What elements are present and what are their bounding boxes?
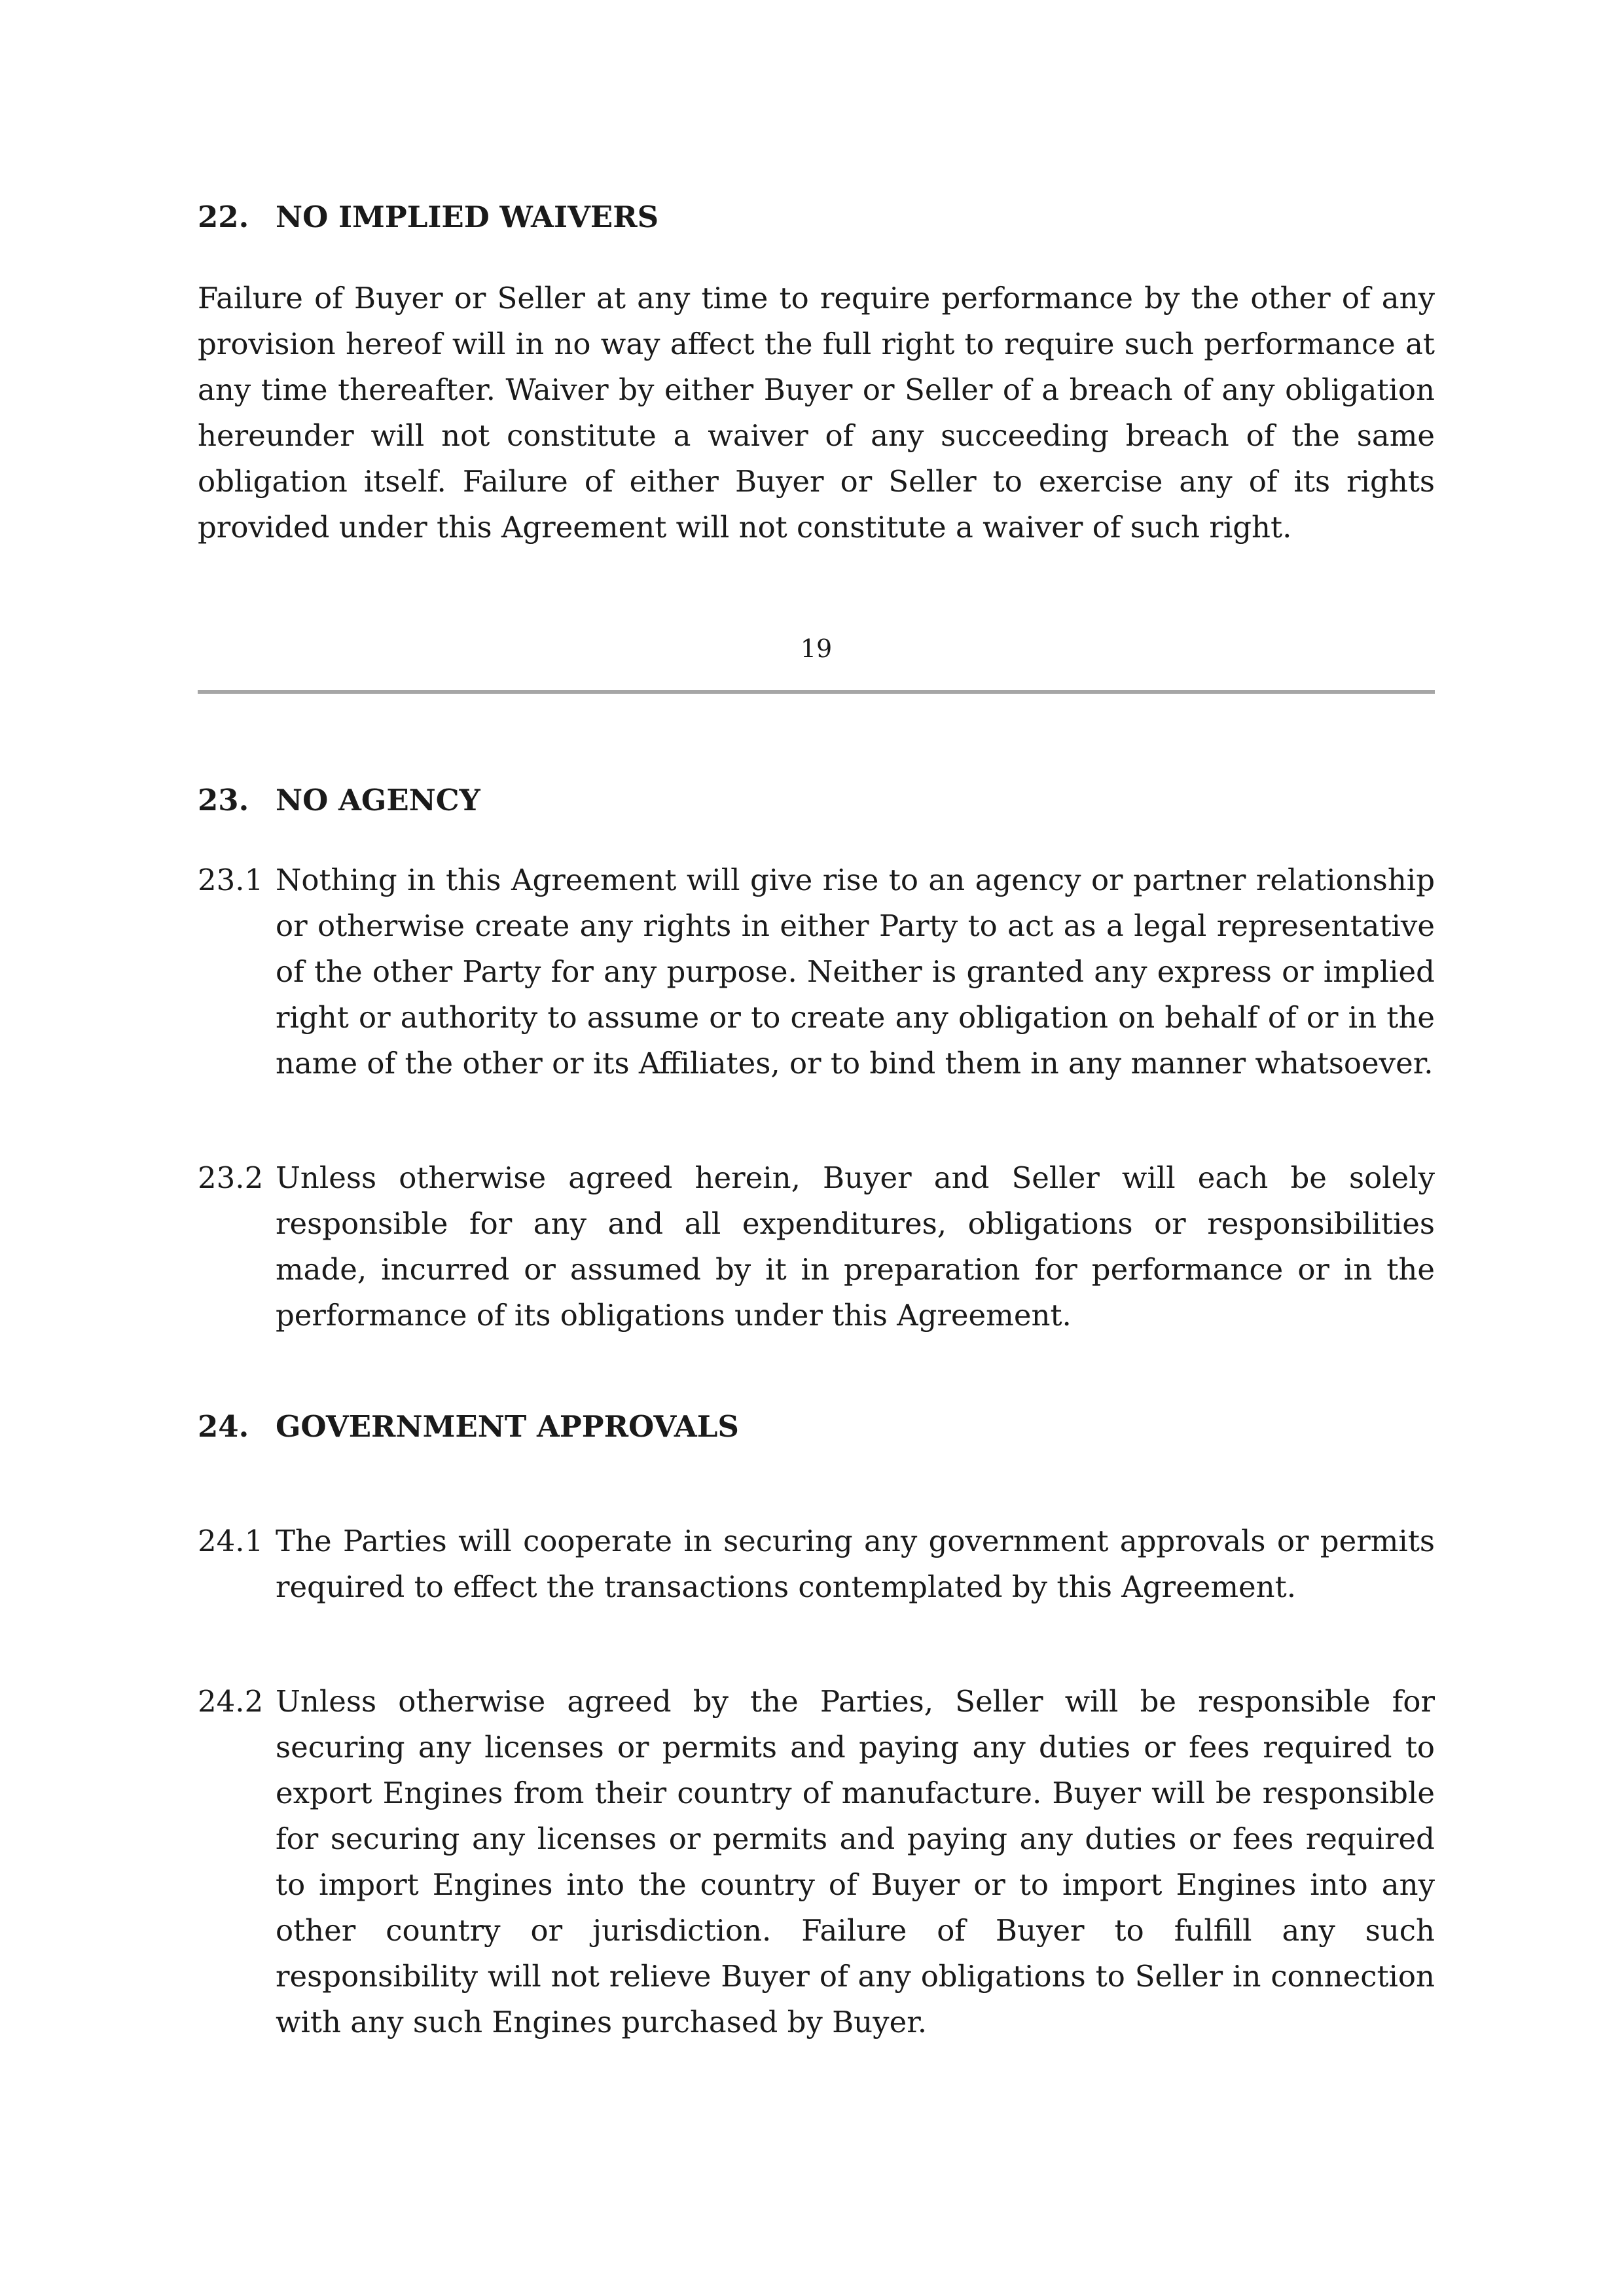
clause xyxy=(198,1155,1435,1338)
clause-text: Unless otherwise agreed by the Parties, Seller will be responsible for securing any licenses or permits and paying any duties or fees required to export Engines from their country of manufacture. Buyer will be responsible for securing any licenses or permits and paying any duties or fees required to import Engines into the country of Buyer or to import Engines into any other country or jurisdiction. Failure of Buyer to fulfill any such responsibility will not relieve Buyer of any obligations to Seller in connection with any such Engines purchased by Buyer. xyxy=(276,1684,1435,2039)
clause-text: Nothing in this Agreement will give rise to an agency or partner relationship or otherwise create any rights in either Party to act as a legal representative of the other Party for any purpose. Neither is granted any express or implied right or authority to assume or to create any obligation on behalf of or in the name of the other or its Affiliates, or to bind them in any manner whatsoever. xyxy=(276,863,1435,1081)
page-separator xyxy=(198,690,1435,694)
clause-number: 23.2 xyxy=(198,1160,264,1195)
section-heading xyxy=(198,781,1435,820)
clause-24-2 xyxy=(198,1679,1435,2045)
section-number: 23. xyxy=(198,783,249,817)
section-24 xyxy=(198,1407,1435,1446)
section-22 xyxy=(198,198,1435,237)
section-title: NO IMPLIED WAIVERS xyxy=(276,200,659,234)
section-22-body xyxy=(198,276,1435,550)
section-number: 22. xyxy=(198,200,249,234)
clause xyxy=(198,1679,1435,2045)
clause-text: Unless otherwise agreed herein, Buyer and Seller will each be solely responsible for any and all expenditures, obligations or responsibilities made, incurred or assumed by it in preparation for performance or in the performance of its obligations under this Agreement. xyxy=(276,1160,1435,1333)
clause xyxy=(198,857,1435,1086)
section-number: 24. xyxy=(198,1409,249,1444)
clause-text: The Parties will cooperate in securing any government approvals or permits required to effect the transactions contemplated by this Agreement. xyxy=(276,1524,1435,1604)
clause-number: 24.2 xyxy=(198,1684,264,1719)
clause xyxy=(198,1518,1435,1610)
section-heading xyxy=(198,198,1435,237)
section-23 xyxy=(198,781,1435,820)
clause-24-1 xyxy=(198,1518,1435,1610)
clause-number: 24.1 xyxy=(198,1524,264,1558)
section-heading xyxy=(198,1407,1435,1446)
clause-23-1 xyxy=(198,857,1435,1086)
page-number: 19 xyxy=(800,634,833,663)
clause-number: 23.1 xyxy=(198,863,264,897)
section-title: GOVERNMENT APPROVALS xyxy=(276,1409,739,1444)
clause-23-2 xyxy=(198,1155,1435,1338)
section-title: NO AGENCY xyxy=(276,783,480,817)
section-paragraph: Failure of Buyer or Seller at any time to require performance by the other of any provision hereof will in no way affect the full right to require such performance at any time thereafter. Waiver by either Buyer or Seller of a breach of any obligation hereunder will not constitute a waiver of any succeeding breach of the same obligation itself. Failure of either Buyer or Seller to exercise any of its rights provided under this Agreement will not constitute a waiver of such right. xyxy=(198,281,1435,545)
